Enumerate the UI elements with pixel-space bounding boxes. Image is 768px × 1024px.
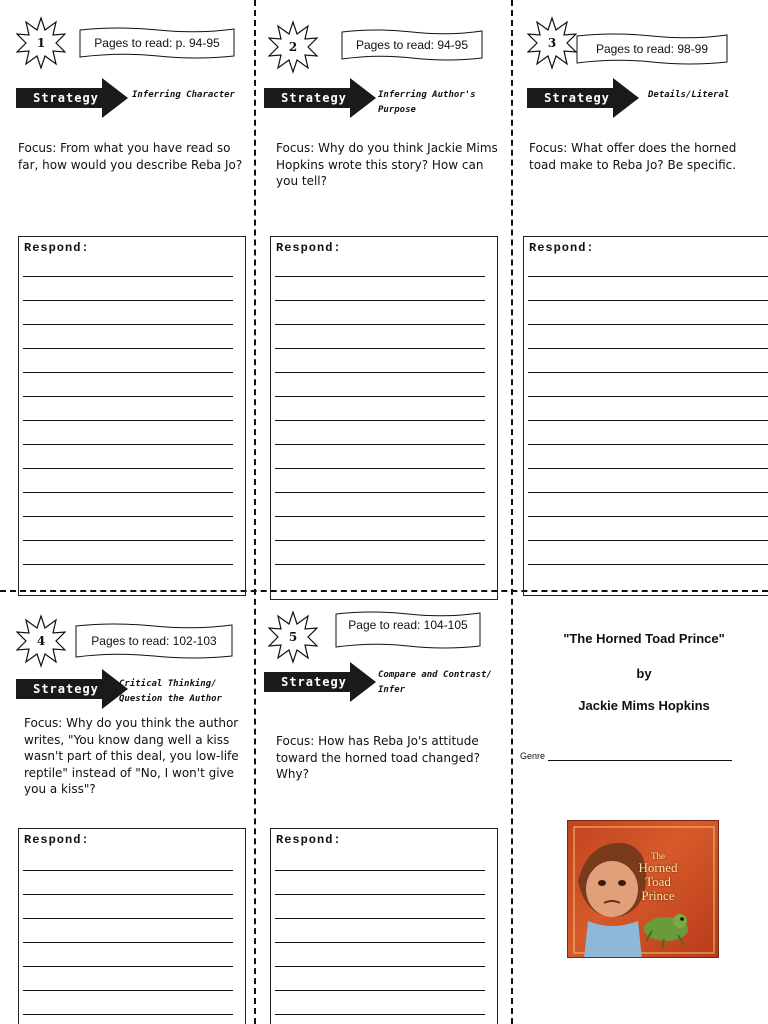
- respond-box[interactable]: [18, 236, 246, 596]
- panel-number: 1: [36, 36, 46, 50]
- strategy-arrow: [16, 669, 128, 709]
- panel-number: 2: [288, 40, 298, 54]
- by-label: by: [636, 666, 652, 681]
- strategy-arrow: [16, 78, 128, 118]
- strategy-label: Strategy: [281, 91, 347, 105]
- respond-label: Respond:: [529, 241, 595, 255]
- focus-question: Focus: Why do you think the author writes, "You know dang well a kiss wasn't part of this deal, you low-life reptile" instead of "No, I won't give you a kiss"?: [24, 716, 239, 796]
- respond-box[interactable]: [270, 236, 498, 600]
- panel-4: [16, 614, 266, 1024]
- author-name: Jackie Mims Hopkins: [578, 698, 710, 713]
- panel-number: 4: [36, 634, 46, 648]
- strategy-name: Inferring Character: [132, 90, 235, 100]
- genre-label: Genre: [520, 751, 546, 761]
- strategy-name: Inferring Author's Purpose: [378, 90, 476, 115]
- pages-banner: [340, 28, 484, 62]
- respond-label: Respond:: [24, 833, 90, 847]
- pages-banner: [74, 622, 234, 660]
- respond-label: Respond:: [276, 833, 342, 847]
- respond-box[interactable]: [270, 828, 498, 1024]
- strategy-label: Strategy: [544, 91, 610, 105]
- panel-2: [268, 20, 518, 620]
- book-cover-image: [567, 820, 719, 958]
- strategy-label: Strategy: [281, 675, 347, 689]
- focus-question: Focus: How has Reba Jo's attitude toward the horned toad changed? Why?: [276, 734, 480, 781]
- pages-banner: [78, 26, 236, 60]
- star-burst-icon: [16, 16, 66, 70]
- pages-to-read: Pages to read: p. 94-95: [94, 36, 220, 50]
- respond-label: Respond:: [24, 241, 90, 255]
- pages-banner: [575, 32, 729, 66]
- strategy-arrow: [264, 662, 376, 702]
- panel-1: [16, 16, 266, 616]
- star-burst-icon: [16, 614, 66, 668]
- panel-5: [268, 610, 518, 1024]
- respond-box[interactable]: [523, 236, 768, 596]
- pages-banner: [334, 610, 482, 650]
- strategy-name: Details/Literal: [648, 90, 730, 100]
- book-cover-title-line4: Prince: [641, 888, 675, 903]
- book-cover-title: [618, 851, 698, 903]
- focus-question: Focus: What offer does the horned toad make to Reba Jo? Be specific.: [529, 141, 737, 172]
- book-cover-title-line2: Horned: [638, 860, 678, 875]
- star-burst-icon: [527, 16, 577, 70]
- strategy-label: Strategy: [33, 682, 99, 696]
- book-cover-title-line3: Toad: [645, 874, 671, 889]
- strategy-name: Critical Thinking/ Question the Author: [119, 679, 222, 704]
- strategy-arrow: [264, 78, 376, 118]
- panel-number: 3: [547, 36, 557, 50]
- pages-to-read: Pages to read: 102-103: [91, 634, 217, 648]
- strategy-label: Strategy: [33, 91, 99, 105]
- respond-box[interactable]: [18, 828, 246, 1024]
- strategy-name: Compare and Contrast/ Infer: [378, 670, 492, 695]
- pages-to-read: Page to read: 104-105: [348, 618, 468, 632]
- panel-number: 5: [288, 630, 298, 644]
- pages-to-read: Pages to read: 94-95: [355, 38, 469, 52]
- focus-question: Focus: From what you have read so far, how would you describe Reba Jo?: [18, 141, 243, 172]
- star-burst-icon: [268, 20, 318, 74]
- genre-blank-line: [548, 749, 732, 761]
- panel-3: [527, 16, 768, 616]
- strategy-arrow: [527, 78, 639, 118]
- book-title: "The Horned Toad Prince": [563, 631, 725, 646]
- pages-to-read: Pages to read: 98-99: [595, 42, 709, 56]
- book-cover-title-line1: The: [651, 851, 665, 861]
- genre-field[interactable]: [520, 749, 732, 761]
- focus-question: Focus: Why do you think Jackie Mims Hopkins wrote this story? How can you tell?: [276, 141, 498, 188]
- star-burst-icon: [268, 610, 318, 664]
- respond-label: Respond:: [276, 241, 342, 255]
